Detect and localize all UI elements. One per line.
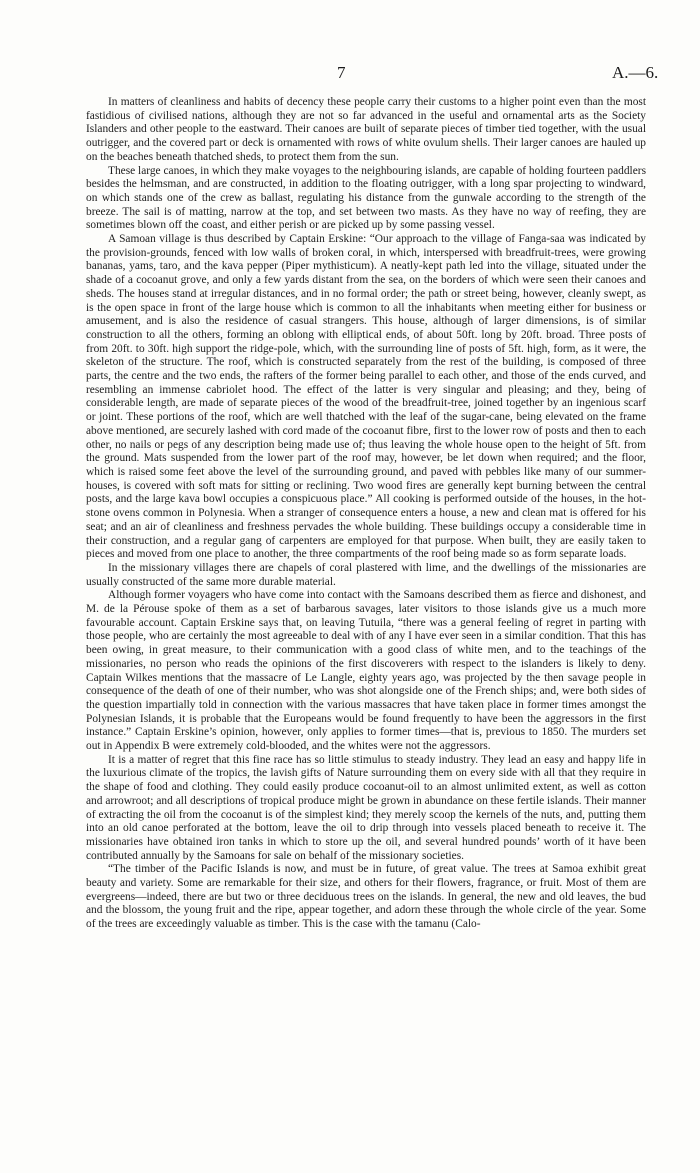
page-number: 7 (337, 63, 346, 82)
body-text (86, 96, 646, 932)
paragraph-large-canoes: These large canoes, in which they make voyages to the neighbouring islands, are capable of holding fourteen paddlers besides the helmsman, and are constructed, in addition to the floating outrigger, with a long spar projecting to windward, on which stands one of the crew as ballast, regulating his distance from the gunwale according to the strength of the breeze. The sail is of matting, narrow at the top, and set between two masts. As they have no way of reefing, they are sometimes blown off the coast, and either perish or are picked up by some passing vessel. (86, 164, 646, 232)
document-reference: A.—6. (612, 63, 659, 82)
paragraph-missionary-villages: In the missionary villages there are chapels of coral plastered with lime, and the dwellings of the missionaries are usually constructed of the same more durable material. (86, 561, 646, 588)
paragraph-former-voyagers: Although former voyagers who have come into contact with the Samoans described them as fierce and dishonest, and M. de la Pérouse spoke of them as a set of barbarous savages, later visitors to those islands give us a much more favourable account. Captain Erskine says that, on leaving Tutuila, “there was a general feeling of regret in parting with those people, who are certainly the most agreeable to deal with of any I have ever seen in a similar condition. That this has been owing, in great measure, to their communication with a good class of white men, and to the teachings of the missionaries, no person who reads the opinions of the first discoverers with respect to the islanders is likely to deny. Captain Wilkes mentions that the massacre of Le Langle, eighty years ago, was projected by the then savage people in consequence of the death of one of their number, who was shot alongside one of the French ships; and, were both sides of the question impartially told in connection with the various massacres that have taken place in former times amongst the Polynesian Islands, it is probable that the Europeans would be found frequently to have been the aggressors in the first instance.” Captain Erskine’s opinion, however, only applies to former times—that is, previous to 1850. The murders set out in Appendix B were extremely cold-blooded, and the whites were not the aggressors. (86, 589, 646, 753)
paragraph-industry: It is a matter of regret that this fine race has so little stimulus to steady industry. They lead an easy and happy life in the luxurious climate of the tropics, the lavish gifts of Nature surrounding them on every side with all that they require in the shape of food and clothing. They could easily produce cocoanut-oil to an almost unlimited extent, as well as cotton and arrowroot; and all descriptions of tropical produce might be grown in abundance on these fertile islands. Their manner of extracting the oil from the cocoanut is of the simplest kind; they merely scoop the kernels of the nuts, and, putting them into an old canoe perforated at the bottom, leave the oil to drip through into vessels placed beneath to receive it. The missionaries have obtained iron tanks in which to store up the oil, and several hundred pounds’ worth of it have been contributed annually by the Samoans for sale on behalf of the missionary societies. (86, 753, 646, 862)
paragraph-timber: “The timber of the Pacific Islands is now, and must be in future, of great value. The trees at Samoa exhibit great beauty and variety. Some are remarkable for their size, and others for their flowers, fragrance, or fruit. Most of them are evergreens—indeed, there are but two or three deciduous trees on the islands. In general, the new and old leaves, the bud and the blossom, the young fruit and the ripe, appear together, and adorn these through the whole circle of the year. Some of the trees are exceedingly valuable as timber. This is the case with the tamanu (Calo- (86, 863, 646, 931)
paragraph-samoan-village: A Samoan village is thus described by Captain Erskine: “Our approach to the village of Fanga-saa was indicated by the provision-grounds, fenced with low walls of broken coral, in which, interspersed with breadfruit-trees, were growing bananas, yams, taro, and the kava pepper (Piper mythisticum). A neatly-kept path led into the village, situated under the shade of a cocoanut grove, and only a few yards distant from the sea, on the borders of which were seen their canoes and sheds. The houses stand at irregular distances, and in no formal order; the path or street being, however, cleanly swept, as is the open space in front of the large house which is common to all the inhabitants when meeting either for business or amusement, and is also the residence of casual strangers. This house, although of larger dimensions, is of similar construction to all the others, forming an oblong with elliptical ends, of about 50ft. long by 20ft. broad. Three posts of from 20ft. to 30ft. high support the ridge-pole, which, with the surrounding line of posts of 5ft. high, form, as it were, the skeleton of the structure. The roof, which is constructed separately from the rest of the building, is composed of three parts, the centre and the two ends, the rafters of the former being parallel to each other, and those of the ends curved, and resembling an immense cabriolet hood. The effect of the latter is very singular and pleasing; and they, being of considerable length, are made of separate pieces of the wood of the breadfruit-tree, joined together by an ingenious scarf or joint. These portions of the roof, which are well thatched with the leaf of the sugar-cane, being elevated on the frame above mentioned, are securely lashed with cord made of the cocoanut fibre, first to the lower row of posts and then to each other, no nails or pegs of any description being made use of; thus leaving the whole house open to the height of 5ft. from the ground. Mats suspended from the lower part of the roof may, however, be let down when required; and the floor, which is raised some feet above the level of the surrounding ground, and paved with pebbles like many of our summer-houses, is covered with soft mats for sitting or reclining. Two wood fires are generally kept burning between the central posts, and the large kava bowl occupies a conspicuous place.” All cooking is performed outside of the houses, in the hot-stone ovens common in Polynesia. When a stranger of consequence enters a house, a new and clean mat is offered for his seat; and an air of cleanliness and freshness pervades the whole building. These buildings occupy a considerable time in their construction, and a regular gang of carpenters are employed for that purpose. When built, they are easily taken to pieces and moved from one place to another, the three compartments of the roof being made so as form separate loads. (86, 233, 646, 561)
paragraph-canoes: In matters of cleanliness and habits of decency these people carry their customs to a higher point even than the most fastidious of civilised nations, although they are not so far advanced in the useful and ornamental arts as the Society Islanders and other people to the eastward. Their canoes are built of separate pieces of timber tied together, with the usual outrigger, and the covered part or deck is ornamented with rows of white ovulum shells. Their larger canoes are hauled up on the beaches beneath thatched sheds, to protect them from the sun. (86, 96, 646, 163)
